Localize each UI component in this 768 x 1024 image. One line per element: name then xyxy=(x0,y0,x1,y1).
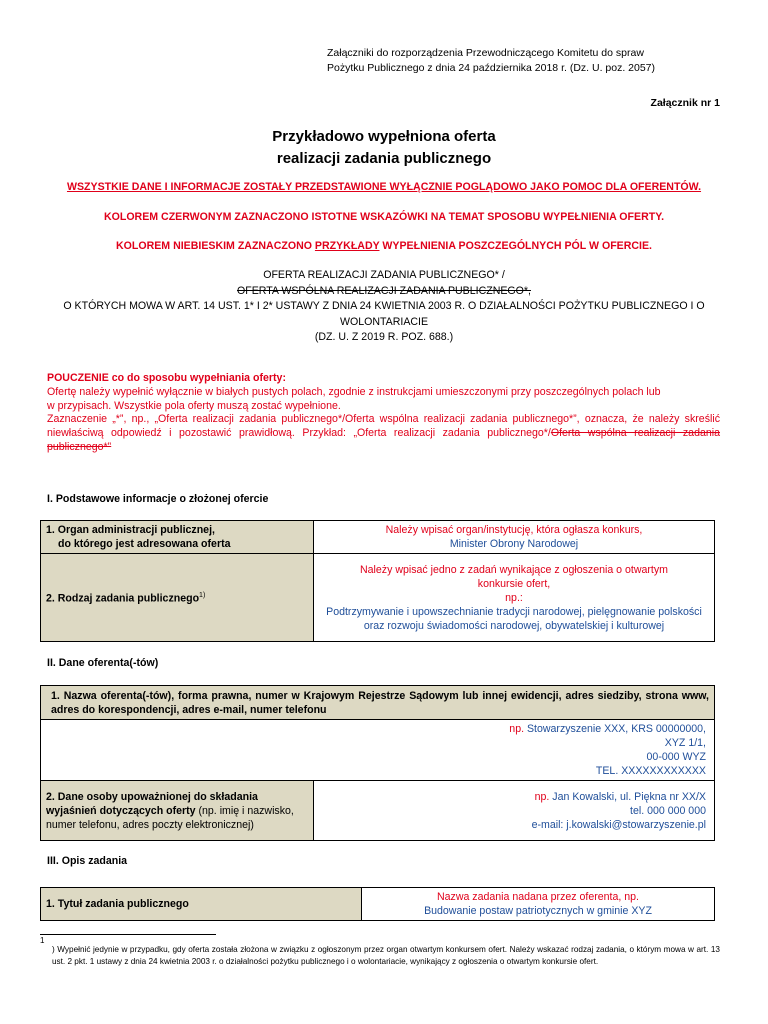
section-2-heading: II. Dane oferenta(-tów) xyxy=(47,657,159,669)
offeror-line-3: 00-000 WYZ xyxy=(646,751,706,763)
offeror-line-1 xyxy=(46,722,706,736)
table-row xyxy=(41,554,715,642)
instructions-heading: POUCZENIE co do sposobu wypełniania oferty: xyxy=(47,372,286,384)
contact-label-bold: 2. Dane osoby upoważnionej do składania wyjaśnień dotyczących oferty xyxy=(46,790,258,817)
organ-hint: Należy wpisać organ/instytucję, która ogłasza konkurs, xyxy=(385,524,643,536)
section-1-table xyxy=(40,520,715,642)
field-label-offeror: 1. Nazwa oferenta(-tów), forma prawna, numer w Krajowym Rejestrze Sądowym lub innej ewidencji, adres siedziby, strona www, adres do korespondencji, adres e-mail, numer telefonu xyxy=(41,686,715,720)
table-row xyxy=(41,781,715,841)
offeror-name: Stowarzyszenie XXX, KRS 00000000, xyxy=(524,723,706,735)
field-label-task-type xyxy=(41,554,314,642)
task-type-label: 2. Rodzaj zadania publicznego xyxy=(46,592,200,605)
footnote-number: 1 xyxy=(40,936,45,945)
section-1-heading: I. Podstawowe informacje o złożonej ofercie xyxy=(47,493,269,505)
notice-2: KOLOREM CZERWONYM ZAZNACZONO ISTOTNE WSKAZÓWKI NA TEMAT SPOSOBU WYPEŁNIENIA OFERTY. xyxy=(103,211,665,223)
header-line-1: Załączniki do rozporządzenia Przewodniczącego Komitetu do spraw xyxy=(327,47,644,59)
task-type-hint-1: Należy wpisać jedno z zadań wynikające z ogłoszenia o otwartym xyxy=(360,563,668,576)
contact-np: np. xyxy=(534,790,550,803)
field-value-contact-person[interactable] xyxy=(314,781,715,841)
contact-line-2: tel. 000 000 000 xyxy=(630,804,706,817)
field-label-contact-person xyxy=(41,781,314,841)
task-title-hint: Nazwa zadania nadana przez oferenta, np. xyxy=(436,891,639,903)
regulation-header xyxy=(327,46,727,76)
section-2-table xyxy=(40,685,715,841)
offer-line-3: O KTÓRYCH MOWA W ART. 14 UST. 1* I 2* USTAWY Z DNIA 24 KWIETNIA 2003 R. O DZIAŁALNOŚCI POŻYTKU PUBLICZNEGO I O WOLONTARIACIE xyxy=(63,300,705,328)
field-label-organ xyxy=(41,521,314,554)
title-line-2: realizacji zadania publicznego xyxy=(276,150,492,167)
title-line-1: Przykładowo wypełniona oferta xyxy=(272,128,496,145)
offer-heading xyxy=(40,268,728,346)
contact-line-3: e-mail: j.kowalski@stowarzyszenie.pl xyxy=(531,818,706,831)
footnote-divider xyxy=(40,934,216,935)
notice-3 xyxy=(0,240,768,252)
notice-1: WSZYSTKIE DANE I INFORMACJE ZOSTAŁY PRZEDSTAWIONE WYŁĄCZNIE POGLĄDOWO JAKO POMOC DLA OFERENTÓW. xyxy=(66,181,702,193)
field-label-task-title: 1. Tytuł zadania publicznego xyxy=(41,888,362,921)
instructions-p3 xyxy=(47,413,720,454)
task-type-hint-3: np.: xyxy=(505,591,523,604)
page-title xyxy=(0,126,768,170)
contact-label-normal: (np. imię i nazwisko, numer telefonu, adres poczty elektronicznej) xyxy=(46,804,294,831)
attachment-number: Załącznik nr 1 xyxy=(650,97,720,109)
offeror-line-4: TEL. XXXXXXXXXXXX xyxy=(595,765,706,777)
field-value-organ[interactable] xyxy=(314,521,715,554)
notice-3-part-c: WYPEŁNIENIA POSZCZEGÓLNYCH PÓL W OFERCIE. xyxy=(379,240,652,252)
offer-line-2: OFERTA WSPÓLNA REALIZACJI ZADANIA PUBLICZNEGO*, xyxy=(237,284,531,297)
section-3-heading: III. Opis zadania xyxy=(47,855,128,867)
instructions-block xyxy=(47,372,720,455)
footnote-ref: 1) xyxy=(199,592,206,600)
offeror-np: np. xyxy=(509,723,525,735)
field-value-task-title[interactable] xyxy=(362,888,715,921)
notice-3-part-a: KOLOREM NIEBIESKIM ZAZNACZONO xyxy=(115,240,315,252)
table-row xyxy=(41,686,715,720)
instructions-p3-strike: Oferta wspólna realizacji zadania publicznego*” xyxy=(47,427,720,453)
section-3-table xyxy=(40,887,715,921)
offeror-line-2: XYZ 1/1, xyxy=(664,737,706,749)
instructions-p3-text: Zaznaczenie „*”, np., „Oferta realizacji zadania publicznego*/Oferta wspólna realizacji zadania publicznego*”, oznacza, że należy skreślić niewłaściwą odpowiedź i pozostawić prawidłową. Przykład: „Oferta realizacji zadania publicznego*/ xyxy=(47,413,720,440)
footnote-text: ) Wypełnić jedynie w przypadku, gdy oferta została złożona w związku z ogłoszonym przez organ otwartym konkursem ofert. Należy wskazać rodzaj zadania, o którym mowa w art. 13 ust. 2 pkt. 1 ustawy z dnia 24 kwietnia 2003 r. o działalności pożytku publicznego i o wolontariacie, wynikający z ogłoszenia o otwartym konkursie ofert. xyxy=(52,945,720,966)
table-row xyxy=(41,521,715,554)
task-type-hint-2: konkursie ofert, xyxy=(477,577,551,590)
task-title-example: Budowanie postaw patriotycznych w gminie XYZ xyxy=(424,905,652,917)
instructions-p1: Ofertę należy wypełnić wyłącznie w białych pustych polach, zgodnie z instrukcjami umieszczonymi przy poszczególnych polach lub xyxy=(47,385,661,398)
instructions-p2: w przypisach. Wszystkie pola oferty muszą zostać wypełnione. xyxy=(47,399,341,412)
field-label-organ-line1: 1. Organ administracji publicznej, xyxy=(46,524,215,536)
header-line-2: Pożytku Publicznego z dnia 24 października 2018 r. (Dz. U. poz. 2057) xyxy=(327,62,656,74)
task-type-example: Podtrzymywanie i upowszechnianie tradycji narodowej, pielęgnowanie polskości oraz rozwoju świadomości narodowej, obywatelskiej i kulturowej xyxy=(326,605,702,632)
organ-example: Minister Obrony Narodowej xyxy=(449,538,579,550)
field-value-offeror[interactable] xyxy=(41,720,715,781)
offer-line-1: OFERTA REALIZACJI ZADANIA PUBLICZNEGO* / xyxy=(263,269,505,281)
field-label-organ-line2: do którego jest adresowana oferta xyxy=(58,538,231,550)
contact-line-1 xyxy=(319,790,706,804)
table-row xyxy=(41,720,715,781)
offer-line-4: (DZ. U. Z 2019 R. POZ. 688.) xyxy=(314,331,454,344)
table-row xyxy=(41,888,715,921)
contact-name: Jan Kowalski, ul. Piękna nr XX/X xyxy=(549,790,706,803)
notice-3-part-b: PRZYKŁADY xyxy=(314,240,380,252)
field-value-task-type[interactable] xyxy=(314,554,715,642)
